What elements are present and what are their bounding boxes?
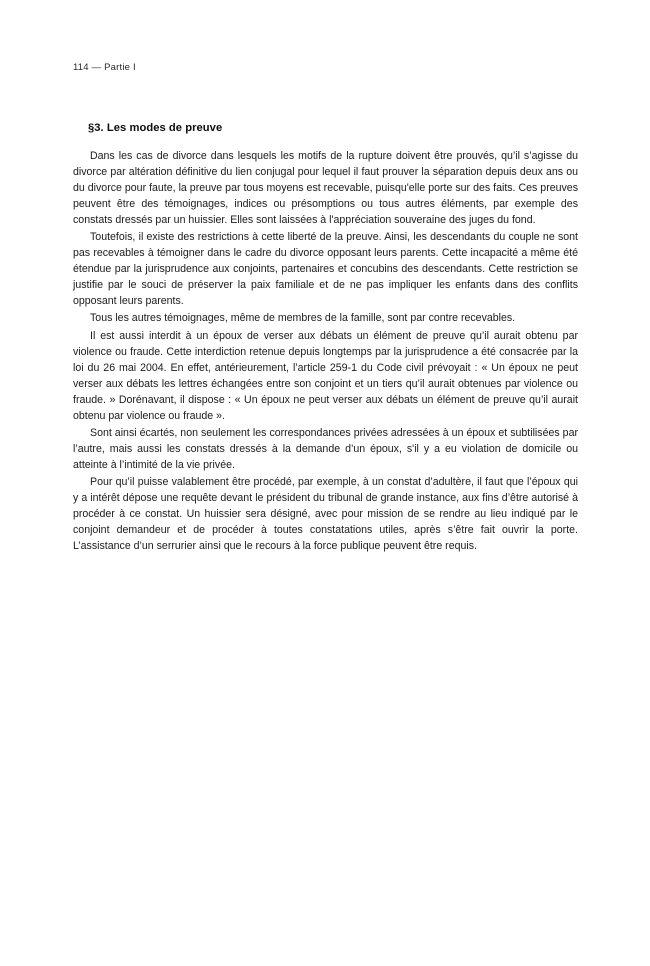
section-heading: §3. Les modes de preuve [88, 122, 223, 134]
body-paragraph: Dans les cas de divorce dans lesquels les motifs de la rupture doivent être prouvés, qu’il s’agisse du divorce par altération définitive du lien conjugal pour lequel il faut prouver la séparation depuis deux ans ou du divorce pour faute, la preuve par tous moyens est recevable, puisqu'elle porte sur des faits. Ces preuves peuvent être des témoignages, indices ou présomptions ou tous autres éléments, par exemple des constats dressés par un huissier. Elles sont laissées à l'appréciation souveraine des juges du fond. [73, 150, 578, 227]
body-paragraph: Tous les autres témoignages, même de membres de la famille, sont par contre recevables. [90, 312, 516, 325]
running-head: 114 — Partie I [73, 62, 136, 73]
page-content [73, 122, 578, 554]
body-paragraph: Sont ainsi écartés, non seulement les correspondances privées adressées à un époux et subtilisées par l’autre, mais aussi les constats dressés à la demande d’un époux, s'il y a eu violation de domicile ou atteinte à l’intimité de la vie privée. [73, 426, 578, 471]
body-paragraph: Il est aussi interdit à un époux de verser aux débats un élément de preuve qu’il aurait obtenu par violence ou fraude. Cette interdiction retenue depuis longtemps par la jurisprudence a été consacrée par la loi du 26 mai 2004. En effet, antérieurement, l’article 259-1 du Code civil prévoyait : « Un époux ne peut verser aux débats les lettres échangées entre son conjoint et un tiers qu’il aurait obtenues par violence ou fraude. » Dorénavant, il dispose : « Un époux ne peut verser aux débats un élément de preuve qu’il aurait obtenu par violence ou fraude ». [73, 329, 578, 422]
body-paragraph: Pour qu’il puisse valablement être procédé, par exemple, à un constat d’adultère, il faut que l’époux qui y a intérêt dépose une requête devant le président du tribunal de grande instance, aux fins d’être autorisé à procéder à ce constat. Un huissier sera désigné, avec pour mission de se rendre au lieu indiqué par le conjoint demandeur et de procéder à toutes constatations utiles, après s’être fait ouvrir la porte. L’assistance d’un serrurier ainsi que le recours à la force publique peuvent être requis. [73, 475, 578, 553]
body-paragraph: Toutefois, il existe des restrictions à cette liberté de la preuve. Ainsi, les descendants du couple ne sont pas recevables à témoigner dans le cadre du divorce opposant leurs parents. Cette incapacité a même été étendue par la jurisprudence aux conjoints, partenaires et concubins des descendants. Cette restriction se justifie par le souci de préserver la paix familiale et de ne pas impliquer les enfants dans des conflits opposant leurs parents. [73, 231, 578, 308]
